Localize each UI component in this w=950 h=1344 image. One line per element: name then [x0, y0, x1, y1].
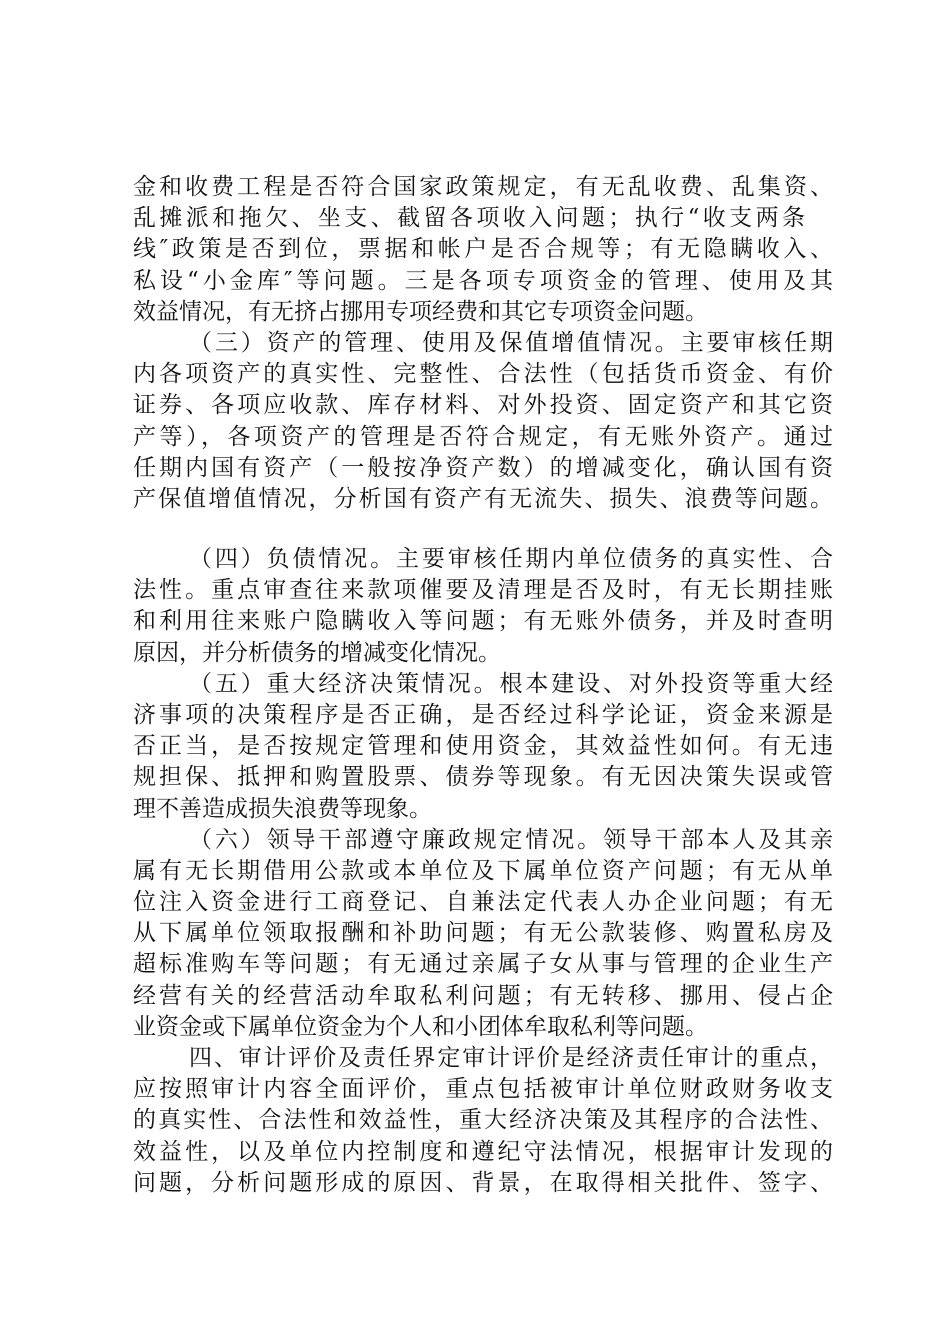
text-block-upper — [133, 172, 833, 515]
text-line: 私设“小金库″等问题。三是各项专项资金的管理、使用及其 — [133, 267, 833, 294]
text-line: 应按照审计内容全面评价，重点包括被审计单位财政财务收支 — [133, 1076, 833, 1103]
text-line: 规担保、抵押和购置股票、债券等现象。有无因决策失误或管 — [133, 764, 833, 791]
text-line: 和利用往来账户隐瞒收入等问题；有无账外债务，并及时查明 — [133, 608, 833, 635]
text-line: 乱摊派和拖欠、坐支、截留各项收入问题；执行“收支两条 — [133, 205, 805, 232]
text-block-lower — [133, 544, 833, 1199]
text-line: 否正当，是否按规定管理和使用资金，其效益性如何。有无违 — [133, 733, 833, 760]
text-line: （六）领导干部遵守廉政规定情况。领导干部本人及其亲 — [189, 826, 833, 853]
text-line: 原因，并分析债务的增减变化情况。 — [133, 639, 501, 666]
text-line: 法性。重点审查往来款项催要及清理是否及时，有无长期挂账 — [133, 577, 833, 604]
text-line: 四、审计评价及责任界定审计评价是经济责任审计的重点， — [189, 1045, 833, 1071]
text-line: 产等），各项资产的管理是否符合规定，有无账外资产。通过 — [133, 423, 833, 450]
text-line: （三）资产的管理、使用及保值增值情况。主要审核任期 — [189, 329, 833, 356]
text-line: 效益情况，有无挤占挪用专项经费和其它专项资金问题。 — [133, 298, 708, 325]
text-line: 证券、各项应收款、库存材料、对外投资、固定资产和其它资 — [133, 392, 833, 419]
text-line: 问题，分析问题形成的原因、背景，在取得相关批件、签字、 — [133, 1169, 833, 1196]
text-line: 位注入资金进行工商登记、自兼法定代表人办企业问题；有无 — [133, 889, 833, 916]
text-line: （五）重大经济决策情况。根本建设、对外投资等重大经 — [189, 670, 833, 697]
text-line: 超标准购车等问题；有无通过亲属子女从事与管理的企业生产 — [133, 951, 833, 978]
text-line: 理不善造成损失浪费等现象。 — [133, 795, 432, 822]
text-line: （四）负债情况。主要审核任期内单位债务的真实性、合 — [189, 546, 833, 572]
text-line: 产保值增值情况，分析国有资产有无流失、损失、浪费等问题。 — [133, 485, 833, 512]
text-line: 金和收费工程是否符合国家政策规定，有无乱收费、乱集资、 — [133, 174, 833, 200]
text-line: 的真实性、合法性和效益性，重大经济决策及其程序的合法性、 — [133, 1107, 833, 1134]
text-line: 经营有关的经营活动牟取私利问题；有无转移、挪用、侵占企 — [133, 982, 833, 1009]
text-line: 内各项资产的真实性、完整性、合法性（包括货币资金、有价 — [133, 361, 833, 388]
text-line: 济事项的决策程序是否正确，是否经过科学论证，资金来源是 — [133, 701, 833, 728]
text-line: 效益性，以及单位内控制度和遵纪守法情况，根据审计发现的 — [133, 1138, 833, 1165]
text-line: 任期内国有资产（一般按净资产数）的增减变化，确认国有资 — [133, 454, 833, 481]
text-line: 从下属单位领取报酬和补助问题；有无公款装修、购置私房及 — [133, 920, 833, 947]
text-line: 业资金或下属单位资金为个人和小团体牟取私利等问题。 — [133, 1013, 708, 1040]
text-line: 属有无长期借用公款或本单位及下属单位资产问题；有无从单 — [133, 857, 833, 884]
text-line: 线″政策是否到位，票据和帐户是否合规等；有无隐瞒收入、 — [133, 236, 833, 263]
